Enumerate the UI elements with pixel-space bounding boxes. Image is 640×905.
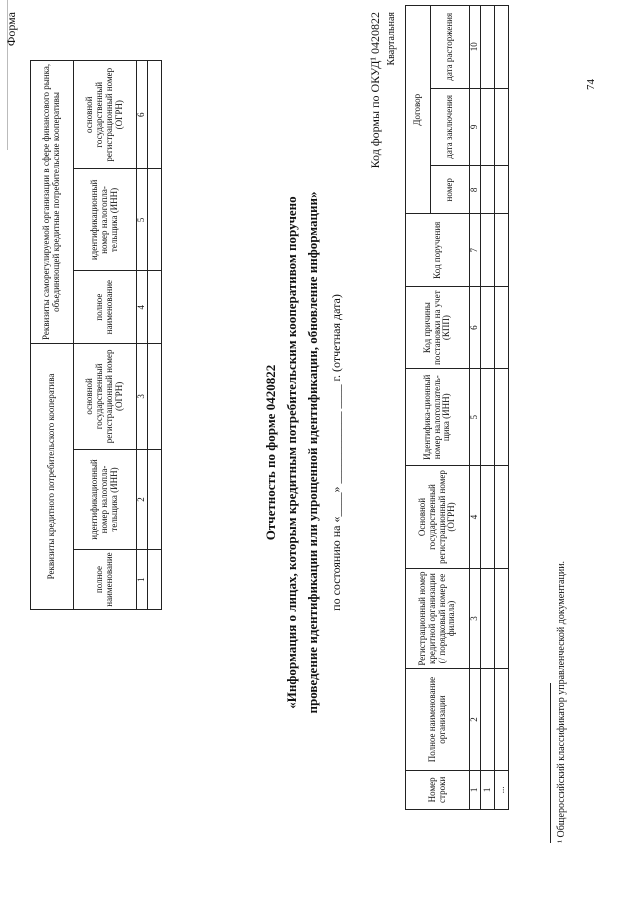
top-col-5: идентификационный номер налогопла-тельщика (ИНН): [74, 169, 137, 271]
main-col-3: Регистрационный номер кредитной организации (/ порядковый номер ее филиала): [406, 568, 470, 669]
table-cell: [481, 669, 495, 770]
footnote-divider: [550, 683, 551, 843]
contract-col-date-terminated: дата расторжения: [431, 6, 470, 89]
contract-group-header: Договор: [406, 6, 431, 214]
main-col-6: Код причины постановки на учет (КПП): [406, 287, 470, 369]
top-col-3: основной государственный регистрационный номер (ОГРН): [74, 343, 137, 449]
top-num-4: 4: [137, 271, 148, 344]
sro-requisites-header: Реквизиты саморегулируемой организации в сфере финансового рынка, объединяющей кредитные потребительские кооперативы: [31, 61, 74, 344]
top-cell: [148, 550, 162, 610]
table-cell: [495, 287, 509, 369]
table-cell: [481, 287, 495, 369]
table-cell: [481, 369, 495, 466]
main-num-5: 5: [470, 369, 481, 466]
main-num-2: 2: [470, 669, 481, 770]
main-col-4: Основной государственный регистрационный номер (ОГРН): [406, 466, 470, 568]
table-cell: [495, 669, 509, 770]
table-cell: 1: [481, 770, 495, 809]
table-cell: [495, 166, 509, 214]
main-num-3: 3: [470, 568, 481, 669]
contract-col-number: номер: [431, 166, 470, 214]
page-number: 74: [585, 79, 597, 90]
report-title: Отчетность по форме 0420822: [263, 364, 278, 541]
main-num-10: 10: [470, 6, 481, 89]
top-col-2: идентификационный номер налогопла-тельщика (ИНН): [74, 449, 137, 549]
report-date-line: по состоянию на «____» ____________ ____ г. (отчетная дата): [329, 294, 343, 611]
top-num-2: 2: [137, 449, 148, 549]
table-row: [495, 6, 509, 810]
top-cell: [148, 449, 162, 549]
main-num-4: 4: [470, 466, 481, 568]
table-cell: [495, 88, 509, 166]
main-col-5: Идентифика-ционный номер налогоплатель-щика (ИНН): [406, 369, 470, 466]
report-subtitle-1: «Информация о лицах, которым кредитным потребительским кооперативом поручено: [284, 196, 299, 709]
table-cell: [481, 466, 495, 568]
top-num-6: 6: [137, 61, 148, 169]
table-row: [481, 6, 495, 810]
table-cell: [495, 466, 509, 568]
table-cell: [481, 88, 495, 166]
top-num-3: 3: [137, 343, 148, 449]
table-cell: [495, 6, 509, 89]
table-cell: ...: [495, 770, 509, 809]
main-table: [405, 5, 509, 810]
okud-code: Код формы по ОКУД¹ 0420822: [368, 12, 382, 169]
main-num-7: 7: [470, 214, 481, 287]
main-col-7: Код поручения: [406, 214, 470, 287]
top-cell: [148, 343, 162, 449]
top-col-4: полное наименование: [74, 271, 137, 344]
table-cell: [495, 369, 509, 466]
top-num-5: 5: [137, 169, 148, 271]
table-cell: [481, 166, 495, 214]
table-cell: [481, 214, 495, 287]
top-cell: [148, 169, 162, 271]
table-cell: [495, 214, 509, 287]
main-num-8: 8: [470, 166, 481, 214]
report-subtitle-2: проведение идентификации или упрощенной идентификации, обновление информации»: [305, 191, 320, 714]
coop-requisites-header: Реквизиты кредитного потребительского кооператива: [31, 343, 74, 609]
main-col-1: Номер строки: [406, 770, 470, 809]
top-num-1: 1: [137, 550, 148, 610]
table-cell: [481, 6, 495, 89]
table-cell: [495, 568, 509, 669]
table-cell: [481, 568, 495, 669]
main-num-1: 1: [470, 770, 481, 809]
form-label: Форма: [4, 12, 18, 47]
top-cell: [148, 61, 162, 169]
footnote: ¹ Общероссийский классификатор управленческой документации.: [556, 560, 567, 843]
top-requisites-table: [30, 60, 162, 610]
contract-col-date-concluded: дата заключения: [431, 88, 470, 166]
report-period: Квартальная: [386, 12, 397, 66]
main-col-2: Полное наименование организации: [406, 669, 470, 770]
top-cell: [148, 271, 162, 344]
top-col-6: основной государственный регистрационный номер (ОГРН): [74, 61, 137, 169]
main-num-9: 9: [470, 88, 481, 166]
main-num-6: 6: [470, 287, 481, 369]
top-col-1: полное наименование: [74, 550, 137, 610]
